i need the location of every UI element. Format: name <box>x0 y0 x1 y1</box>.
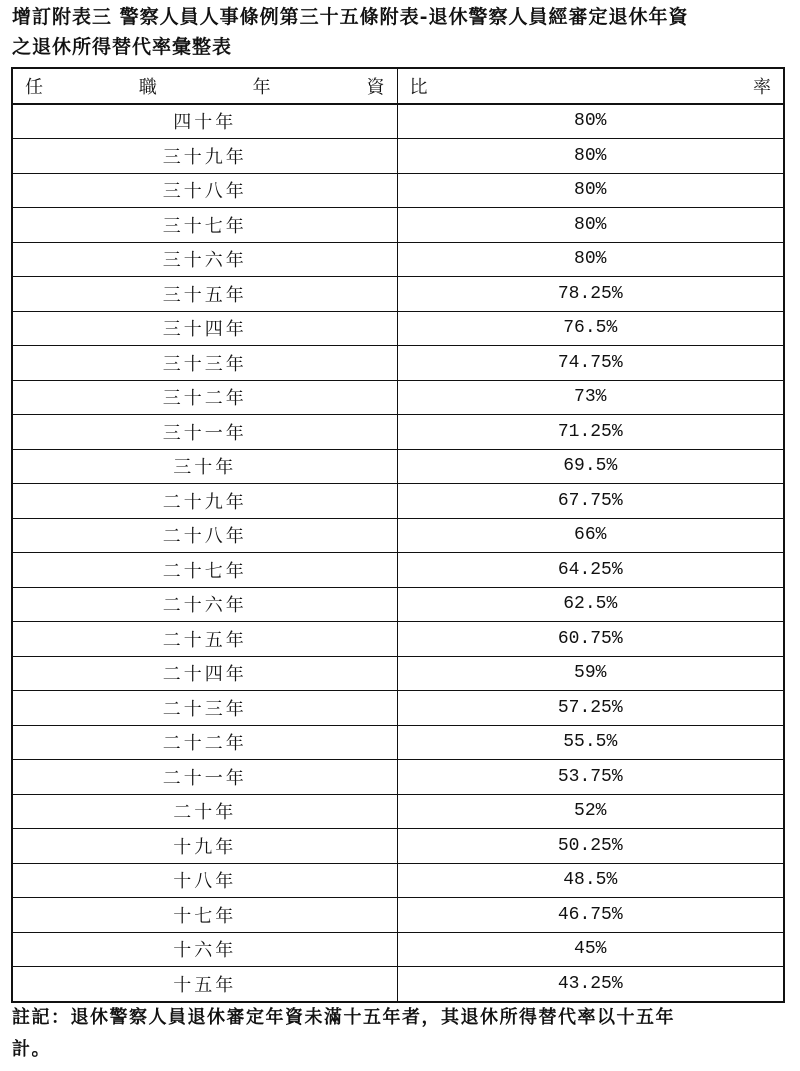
footnote: 註記：退休警察人員退休審定年資未滿十五年者，其退休所得替代率以十五年 計。 <box>12 1007 675 1060</box>
replacement-rate-cell: 59% <box>397 656 784 691</box>
replacement-rate-cell: 73% <box>397 380 784 415</box>
replacement-rate-cell: 71.25% <box>397 415 784 450</box>
years-of-service-cell: 二十年 <box>12 794 397 829</box>
table-row <box>12 967 784 1002</box>
header-char: 率 <box>753 76 771 98</box>
table-row <box>12 691 784 726</box>
replacement-rate-cell: 53.75% <box>397 760 784 795</box>
table-header-row <box>12 68 784 104</box>
years-of-service-cell: 二十四年 <box>12 656 397 691</box>
table-row <box>12 932 784 967</box>
years-of-service-cell: 三十四年 <box>12 311 397 346</box>
replacement-rate-cell: 50.25% <box>397 829 784 864</box>
replacement-rate-cell: 43.25% <box>397 967 784 1002</box>
replacement-rate-cell: 45% <box>397 932 784 967</box>
years-of-service-cell: 三十六年 <box>12 242 397 277</box>
replacement-rate-cell: 80% <box>397 173 784 208</box>
years-of-service-cell: 十八年 <box>12 863 397 898</box>
header-char: 比 <box>409 76 428 98</box>
years-of-service-header <box>12 68 397 104</box>
header-char: 資 <box>366 76 385 98</box>
table-row <box>12 622 784 657</box>
years-of-service-cell: 十七年 <box>12 898 397 933</box>
table-row <box>12 484 784 519</box>
table-row <box>12 139 784 174</box>
years-of-service-cell: 三十三年 <box>12 346 397 381</box>
years-of-service-cell: 二十九年 <box>12 484 397 519</box>
table-row <box>12 587 784 622</box>
table-row <box>12 863 784 898</box>
table-row <box>12 173 784 208</box>
header-char: 年 <box>252 76 271 98</box>
replacement-rate-cell: 46.75% <box>397 898 784 933</box>
years-of-service-cell: 二十一年 <box>12 760 397 795</box>
table-row <box>12 553 784 588</box>
years-of-service-cell: 三十年 <box>12 449 397 484</box>
replacement-rate-cell: 80% <box>397 139 784 174</box>
replacement-rate-cell: 78.25% <box>397 277 784 312</box>
table-row <box>12 380 784 415</box>
years-of-service-cell: 十九年 <box>12 829 397 864</box>
table-row <box>12 346 784 381</box>
years-of-service-cell: 四十年 <box>12 104 397 139</box>
table-row <box>12 449 784 484</box>
table-row <box>12 898 784 933</box>
years-of-service-cell: 二十八年 <box>12 518 397 553</box>
replacement-rate-cell: 66% <box>397 518 784 553</box>
table-body <box>12 104 784 1002</box>
table-row <box>12 829 784 864</box>
years-of-service-cell: 三十五年 <box>12 277 397 312</box>
replacement-rate-cell: 74.75% <box>397 346 784 381</box>
table-row <box>12 415 784 450</box>
years-of-service-cell: 二十六年 <box>12 587 397 622</box>
table-row <box>12 104 784 139</box>
table-row <box>12 760 784 795</box>
years-of-service-cell: 二十二年 <box>12 725 397 760</box>
document-title: 增訂附表三 警察人員人事條例第三十五條附表-退休警察人員經審定退休年資 之退休所得替代率彙整表 <box>12 6 689 58</box>
years-of-service-cell: 三十七年 <box>12 208 397 243</box>
replacement-rate-cell: 62.5% <box>397 587 784 622</box>
years-of-service-cell: 二十五年 <box>12 622 397 657</box>
replacement-rate-cell: 55.5% <box>397 725 784 760</box>
table-row <box>12 518 784 553</box>
replacement-rate-cell: 80% <box>397 104 784 139</box>
replacement-rate-cell: 80% <box>397 208 784 243</box>
replacement-rate-cell: 80% <box>397 242 784 277</box>
replacement-rate-cell: 76.5% <box>397 311 784 346</box>
replacement-rate-cell: 64.25% <box>397 553 784 588</box>
table-row <box>12 208 784 243</box>
years-of-service-cell: 二十三年 <box>12 691 397 726</box>
table-row <box>12 311 784 346</box>
years-of-service-cell: 十五年 <box>12 967 397 1002</box>
replacement-rate-cell: 52% <box>397 794 784 829</box>
table-row <box>12 794 784 829</box>
table-row <box>12 656 784 691</box>
rate-header <box>397 68 784 104</box>
years-of-service-cell: 三十一年 <box>12 415 397 450</box>
header-char: 職 <box>138 76 157 98</box>
replacement-rate-table <box>11 67 785 1003</box>
replacement-rate-cell: 67.75% <box>397 484 784 519</box>
replacement-rate-cell: 60.75% <box>397 622 784 657</box>
table-row <box>12 242 784 277</box>
years-of-service-cell: 二十七年 <box>12 553 397 588</box>
years-of-service-cell: 三十二年 <box>12 380 397 415</box>
replacement-rate-cell: 69.5% <box>397 449 784 484</box>
years-of-service-cell: 三十九年 <box>12 139 397 174</box>
header-char: 任 <box>25 76 43 98</box>
replacement-rate-cell: 48.5% <box>397 863 784 898</box>
years-of-service-cell: 十六年 <box>12 932 397 967</box>
table-row <box>12 725 784 760</box>
replacement-rate-cell: 57.25% <box>397 691 784 726</box>
years-of-service-cell: 三十八年 <box>12 173 397 208</box>
table-row <box>12 277 784 312</box>
